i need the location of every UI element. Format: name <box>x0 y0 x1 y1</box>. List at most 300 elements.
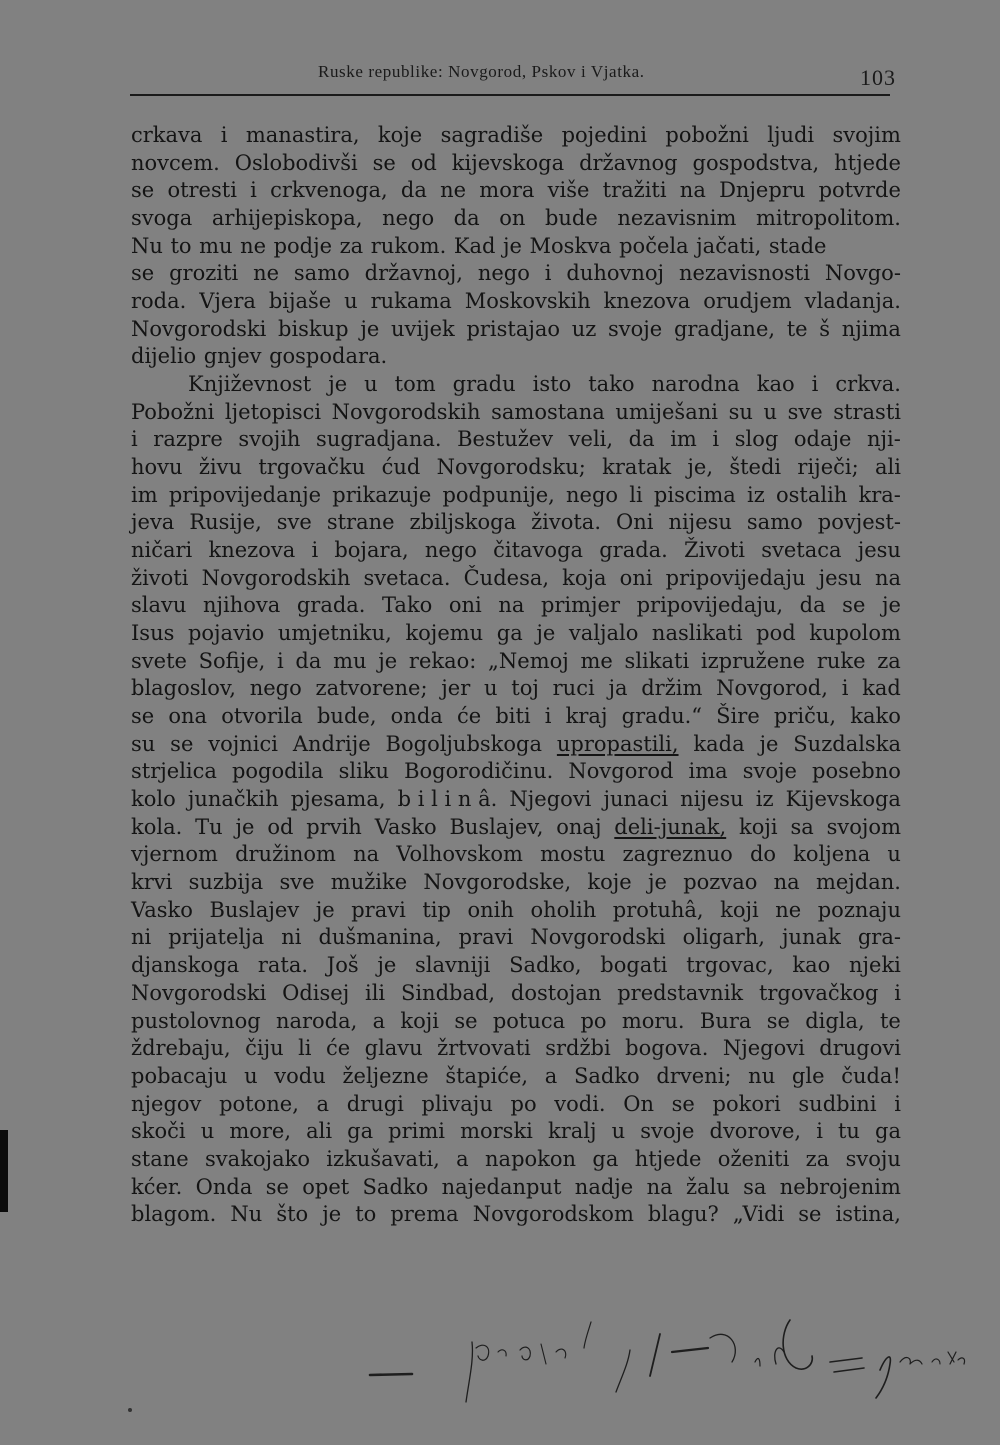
word: oholih <box>530 897 597 922</box>
word: svoje <box>640 1119 695 1144</box>
word: „Vidi <box>732 1202 785 1227</box>
word: više <box>547 178 590 203</box>
text-line <box>131 869 901 897</box>
word: me <box>580 648 613 673</box>
word: družinom <box>235 842 336 867</box>
word: predstavnik <box>617 980 744 1005</box>
word: prvih <box>306 814 362 839</box>
word: sugradjana. <box>316 427 442 452</box>
word: razpre <box>153 427 223 452</box>
word: ničari <box>131 538 193 563</box>
word: Sadko <box>362 1174 429 1199</box>
word: njima <box>841 316 901 341</box>
word: državnog <box>579 150 678 175</box>
word: orudjem <box>703 289 792 314</box>
word: životi <box>131 565 189 590</box>
word: arhijepiskopa, <box>211 206 363 231</box>
header-rule <box>130 94 890 96</box>
word: su <box>728 399 753 424</box>
word: i <box>131 427 138 452</box>
word: ne <box>240 233 267 258</box>
word: Književnost <box>188 372 312 397</box>
word: do <box>749 842 777 867</box>
word: prijatelja <box>168 925 265 950</box>
word: će <box>456 704 482 729</box>
word: primjer <box>540 593 621 618</box>
word: se <box>798 1202 822 1227</box>
text-line <box>131 841 901 869</box>
word: i <box>220 123 228 147</box>
word: tako <box>588 372 635 397</box>
word: kola. <box>131 814 183 839</box>
word: koljena <box>793 842 871 867</box>
word: Kijevskoga <box>785 787 901 812</box>
text-line <box>131 786 901 814</box>
word: svojim <box>832 123 901 147</box>
word: pogodila <box>231 759 324 784</box>
word: gradu <box>452 372 516 397</box>
word: da <box>453 206 480 231</box>
word: trgovačku <box>258 455 366 480</box>
word: podje <box>273 233 333 258</box>
word: je <box>328 372 348 397</box>
word: ljudi <box>767 123 815 147</box>
word: svakojako <box>205 1146 310 1171</box>
word: blagu? <box>647 1202 719 1227</box>
word: pojavio <box>187 621 265 646</box>
word: ne <box>440 178 467 203</box>
word: digla, <box>805 1008 865 1033</box>
word: Sofije, <box>198 648 266 673</box>
word: da <box>400 178 427 203</box>
word: tražiti <box>602 178 667 203</box>
word: čuda! <box>841 1063 901 1088</box>
word: podpunije, <box>442 482 555 507</box>
word: pripovijedaju, <box>636 593 784 618</box>
word: groziti <box>169 261 239 286</box>
word: na <box>353 842 380 867</box>
word: za <box>805 1146 830 1171</box>
word: piscima <box>653 482 736 507</box>
word: nebrojenim <box>779 1174 901 1199</box>
word: se <box>842 593 866 618</box>
word: ga <box>496 621 523 646</box>
word: pokori <box>712 1091 781 1116</box>
word: primi <box>388 1119 445 1144</box>
word: žalu <box>685 1174 730 1199</box>
word: će <box>325 1036 351 1061</box>
word: njeki <box>848 953 901 978</box>
word: Nu <box>230 1202 263 1227</box>
text-line <box>131 592 901 620</box>
word: gle <box>791 1063 825 1088</box>
word: čitavoga <box>493 538 584 563</box>
word: svojih <box>238 427 301 452</box>
word: stane <box>131 1146 189 1171</box>
text-line <box>131 509 901 537</box>
text-line <box>131 288 901 316</box>
word: oni <box>619 565 653 590</box>
word: nezavisnosti <box>678 261 810 286</box>
word: nego <box>477 261 530 286</box>
word: se <box>131 178 155 203</box>
word: ili <box>365 980 386 1005</box>
word: a <box>316 1091 330 1116</box>
word: kralj <box>547 1119 597 1144</box>
word: iz <box>746 482 765 507</box>
word: zbiljskoga <box>409 510 517 535</box>
word: samostana <box>491 399 605 424</box>
word: roda. <box>131 289 187 314</box>
word: a <box>372 1008 386 1033</box>
word: naslikati <box>651 621 743 646</box>
word: željezne <box>342 1063 429 1088</box>
word: Njegovi <box>722 1036 805 1061</box>
word: gradjane, <box>673 316 776 341</box>
word: što <box>276 1202 309 1227</box>
word: kijevskoga <box>451 150 565 175</box>
word: tip <box>422 897 451 922</box>
word: pod <box>756 621 796 646</box>
word: ni <box>281 925 302 950</box>
word: bogova. <box>625 1036 709 1061</box>
word: nego <box>566 482 619 507</box>
word: se <box>454 1008 478 1033</box>
word: naroda, <box>275 1008 358 1033</box>
word: junak <box>782 925 841 950</box>
word: pravi <box>458 925 514 950</box>
text-line <box>131 620 901 648</box>
word: se <box>766 1008 790 1033</box>
word: im <box>131 482 158 507</box>
word: i <box>894 980 901 1005</box>
text-line <box>131 1201 901 1229</box>
running-title: Ruske republike: Novgorod, Pskov i Vjatka. <box>318 62 645 81</box>
word: Novgorodsku; <box>436 455 586 480</box>
word: kratak <box>602 455 672 480</box>
word: trgovačkog <box>758 980 879 1005</box>
word: sagradiše <box>440 123 544 147</box>
text-line <box>131 1091 901 1119</box>
word: sliku <box>338 759 390 784</box>
word: koje <box>587 870 632 895</box>
text-line <box>131 703 901 731</box>
word: Suzdalska <box>793 731 901 756</box>
word: Novgo- <box>824 261 901 286</box>
word: nadje <box>574 1174 634 1199</box>
word: glavu <box>364 1036 423 1061</box>
word: priču, <box>773 704 837 729</box>
word: djanskoga <box>131 953 240 978</box>
word: ima <box>688 759 728 784</box>
word: grada. <box>296 593 366 618</box>
word: štedi <box>729 455 782 480</box>
word: ne <box>253 261 280 286</box>
text-line <box>131 399 901 427</box>
word: kao <box>792 953 831 978</box>
word: njegov <box>131 1091 202 1116</box>
word: se <box>265 1174 289 1199</box>
word: te <box>786 316 808 341</box>
word: svoju <box>845 1146 901 1171</box>
text-line <box>131 371 901 399</box>
word: slavu <box>131 593 187 618</box>
word: čiju <box>245 1036 284 1061</box>
word: nezavisnim <box>617 206 737 231</box>
word: vladanja. <box>804 289 901 314</box>
word: mejdan. <box>815 870 901 895</box>
word: Novgorodskih <box>201 565 351 590</box>
text-line <box>131 648 901 676</box>
text-line <box>131 454 901 482</box>
word: Novgorod <box>568 759 674 784</box>
text-line <box>131 482 901 510</box>
word: Bestužev <box>457 427 554 452</box>
word: crkva. <box>835 372 901 397</box>
word: narodna <box>651 372 740 397</box>
text-line <box>131 205 901 233</box>
word: kada <box>693 731 745 756</box>
word: se <box>671 1091 695 1116</box>
word: odaje <box>793 427 852 452</box>
word: i <box>816 1119 823 1144</box>
word: nijesu <box>680 787 744 812</box>
word: gospodstva, <box>692 150 820 175</box>
word: ni <box>131 925 152 950</box>
word: po <box>580 1008 607 1033</box>
word: onaj <box>556 814 602 839</box>
text-line <box>131 1146 901 1174</box>
text-line <box>131 150 901 178</box>
word: bijaše <box>268 289 332 314</box>
text-line <box>131 122 901 150</box>
word: to <box>355 1202 377 1227</box>
word: sve <box>276 510 312 535</box>
word: suzbija <box>188 870 264 895</box>
word: poznaju <box>817 897 901 922</box>
word: najedanput <box>441 1174 562 1199</box>
word: pripovijedanje <box>168 482 322 507</box>
word: nego <box>382 206 435 231</box>
text-line <box>131 426 901 454</box>
word: bojara, <box>334 538 409 563</box>
word: pjesama, <box>290 787 386 812</box>
word: dvorove, <box>709 1119 802 1144</box>
word: ćud <box>381 455 421 480</box>
word: je, <box>687 455 714 480</box>
word: držim <box>641 676 703 701</box>
word: pobacaju <box>131 1063 228 1088</box>
word: Novgorodski <box>530 925 666 950</box>
word: posebno <box>812 759 901 784</box>
word: mora <box>479 178 535 203</box>
word: pravi <box>351 897 406 922</box>
word: u <box>484 676 498 701</box>
word: kako <box>850 704 901 729</box>
word: svoje <box>608 316 663 341</box>
word: tom <box>394 372 436 397</box>
underlined-word: deli-junak, <box>614 814 727 839</box>
word: Vasko <box>374 814 437 839</box>
word: za <box>339 233 364 258</box>
word: blagoslov, <box>131 676 236 701</box>
word: Novgorodskih <box>331 399 481 424</box>
word: kolo <box>131 787 176 812</box>
word: je <box>759 731 779 756</box>
word: htjede <box>634 1146 702 1171</box>
word: u <box>763 399 778 424</box>
word: slog <box>734 427 779 452</box>
word: li <box>298 1036 312 1061</box>
word: Sadko <box>573 1063 640 1088</box>
word: na <box>498 593 525 618</box>
word: Novgorodski <box>131 980 267 1005</box>
word: Vjera <box>199 289 256 314</box>
word: kad <box>862 676 901 701</box>
word: to <box>170 233 192 258</box>
word: štapiće, <box>445 1063 529 1088</box>
word: je <box>503 233 522 258</box>
word: rukama <box>370 289 452 314</box>
word: i <box>894 1091 901 1116</box>
word: opet <box>302 1174 350 1199</box>
word: u <box>611 1119 626 1144</box>
word: slikati <box>624 648 690 673</box>
word: zatvorene; <box>315 676 428 701</box>
word: li <box>629 482 643 507</box>
word: Rusije, <box>189 510 262 535</box>
word: oligarh, <box>682 925 765 950</box>
word: i <box>544 261 552 286</box>
word: se <box>170 731 194 756</box>
word: knezova <box>603 289 691 314</box>
text-line <box>131 758 901 786</box>
word: od <box>410 150 437 175</box>
word: svetaca <box>761 538 842 563</box>
word: a <box>544 1063 558 1088</box>
text-line <box>131 1118 901 1146</box>
word: jeva <box>131 510 175 535</box>
word: vodu <box>274 1063 326 1088</box>
word: istina, <box>835 1202 901 1227</box>
word: i <box>544 704 552 729</box>
word: je <box>315 897 335 922</box>
word: bogati <box>600 953 668 978</box>
word: žrtvovati <box>437 1036 531 1061</box>
word: Čudesa, <box>463 565 550 590</box>
word: grada. <box>599 538 668 563</box>
word: ne <box>775 897 802 922</box>
text-line <box>131 177 901 205</box>
word: ona <box>168 704 208 729</box>
word: pojedini <box>561 123 648 147</box>
word: sve <box>279 870 315 895</box>
word: Tako <box>382 593 433 618</box>
word: otresti <box>167 178 237 203</box>
word: jesu <box>857 538 901 563</box>
word: Isus <box>131 621 175 646</box>
word: uz <box>571 316 597 341</box>
word: života. <box>531 510 601 535</box>
word: „Nemoj <box>488 648 569 673</box>
word: rekao: <box>408 648 477 673</box>
word: Sindbad, <box>400 980 496 1005</box>
word: mitropolitom. <box>755 206 901 231</box>
word: bude, <box>316 704 377 729</box>
word: sa <box>790 814 814 839</box>
word: pozvao <box>683 870 758 895</box>
word: jesu <box>818 565 862 590</box>
word: isto <box>532 372 572 397</box>
word: mostu <box>540 842 606 867</box>
text-line <box>131 924 901 952</box>
text-line <box>131 260 901 288</box>
word: onih <box>467 897 514 922</box>
word: je <box>881 593 901 618</box>
word: knezova <box>208 538 296 563</box>
scan-edge-bar <box>0 1130 8 1212</box>
word: gnjev <box>203 344 262 369</box>
word: prema <box>390 1202 459 1227</box>
word: je <box>536 621 556 646</box>
word: Volhovskom <box>396 842 523 867</box>
word: Njegovi <box>509 787 592 812</box>
text-line <box>131 1063 901 1091</box>
text-line <box>131 316 901 344</box>
word: Bogoljubskoga <box>385 731 543 756</box>
word: potuca <box>492 1008 566 1033</box>
word: oženiti <box>717 1146 790 1171</box>
word: zagreznuo <box>622 842 733 867</box>
word: svojom <box>826 814 901 839</box>
word: crkvenoga, <box>270 178 388 203</box>
word: trgovac, <box>686 953 774 978</box>
word: sa <box>743 1174 767 1199</box>
word: Oslobodivši <box>234 150 358 175</box>
word: povjest- <box>817 510 901 535</box>
word: kupolom <box>809 621 901 646</box>
word: junačkih <box>187 787 279 812</box>
word: ždrebaju, <box>131 1036 231 1061</box>
word: Oni <box>615 510 654 535</box>
word: je <box>360 316 380 341</box>
stray-ink-dot <box>128 1408 132 1412</box>
word: na <box>773 870 800 895</box>
word: nego <box>424 538 477 563</box>
word: Vasko <box>131 897 193 922</box>
word: ja <box>608 676 628 701</box>
word: kojemu <box>405 621 484 646</box>
word: veli, <box>568 427 614 452</box>
page-number: 103 <box>860 65 896 90</box>
word: gospodara. <box>269 344 388 369</box>
word: u <box>244 1063 258 1088</box>
word: od <box>267 814 294 839</box>
word: je <box>647 870 667 895</box>
text-line <box>131 897 901 925</box>
word: iz <box>755 787 774 812</box>
word: dušmanina, <box>318 925 442 950</box>
word: Bogorodičinu. <box>404 759 554 784</box>
word: dijelio <box>131 344 197 369</box>
word: Moskovskih <box>464 289 591 314</box>
word: biskup <box>278 316 349 341</box>
word: svoga <box>131 206 193 231</box>
word: b i l i n â. <box>397 787 498 812</box>
word: duhovnoj <box>566 261 665 286</box>
word: ali <box>306 1119 333 1144</box>
word: Moskva <box>529 233 612 258</box>
